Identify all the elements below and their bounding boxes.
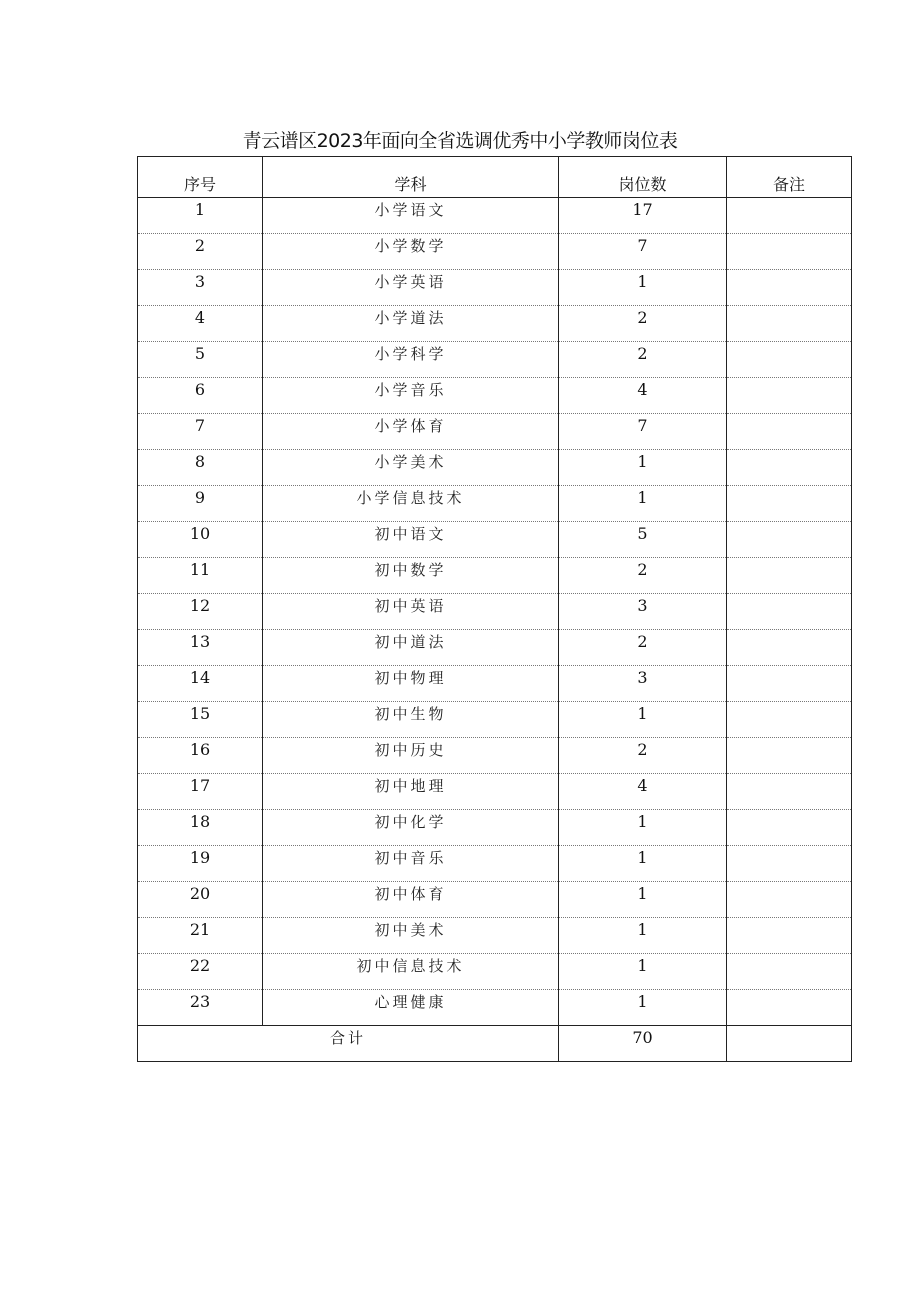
post-count-cell: 1 xyxy=(559,882,727,918)
page-title: 青云谱区2023年面向全省选调优秀中小学教师岗位表 xyxy=(242,130,678,152)
post-count-cell: 1 xyxy=(559,450,727,486)
post-count-cell: 1 xyxy=(559,270,727,306)
serial-cell: 2 xyxy=(138,234,263,270)
table-row xyxy=(138,738,852,774)
serial-cell: 22 xyxy=(138,954,263,990)
table-row xyxy=(138,378,852,414)
total-count: 70 xyxy=(559,1026,727,1062)
serial-cell: 1 xyxy=(138,198,263,234)
remarks-cell xyxy=(727,342,852,378)
table-body xyxy=(138,198,852,1062)
post-count-cell: 1 xyxy=(559,702,727,738)
total-row xyxy=(138,1026,852,1062)
post-count-cell: 4 xyxy=(559,378,727,414)
subject-cell: 初中英语 xyxy=(263,594,559,630)
table-row xyxy=(138,234,852,270)
total-note xyxy=(727,1026,852,1062)
subject-cell: 初中信息技术 xyxy=(263,954,559,990)
subject-cell: 小学道法 xyxy=(263,306,559,342)
post-count-cell: 1 xyxy=(559,954,727,990)
subject-cell: 小学信息技术 xyxy=(263,486,559,522)
table-row xyxy=(138,774,852,810)
subject-cell: 小学英语 xyxy=(263,270,559,306)
table-row xyxy=(138,846,852,882)
subject-cell: 小学科学 xyxy=(263,342,559,378)
serial-cell: 17 xyxy=(138,774,263,810)
table-row xyxy=(138,486,852,522)
subject-cell: 初中音乐 xyxy=(263,846,559,882)
serial-cell: 6 xyxy=(138,378,263,414)
table-row xyxy=(138,702,852,738)
remarks-cell xyxy=(727,810,852,846)
table-row xyxy=(138,882,852,918)
serial-cell: 3 xyxy=(138,270,263,306)
table-row xyxy=(138,630,852,666)
remarks-cell xyxy=(727,738,852,774)
serial-cell: 16 xyxy=(138,738,263,774)
serial-cell: 14 xyxy=(138,666,263,702)
subject-cell: 初中数学 xyxy=(263,558,559,594)
post-count-cell: 2 xyxy=(559,306,727,342)
post-count-cell: 2 xyxy=(559,738,727,774)
table-row xyxy=(138,954,852,990)
serial-cell: 10 xyxy=(138,522,263,558)
remarks-cell xyxy=(727,198,852,234)
serial-cell: 13 xyxy=(138,630,263,666)
remarks-cell xyxy=(727,306,852,342)
table-row xyxy=(138,990,852,1026)
subject-cell: 小学数学 xyxy=(263,234,559,270)
subject-cell: 初中化学 xyxy=(263,810,559,846)
post-count-cell: 7 xyxy=(559,234,727,270)
serial-cell: 23 xyxy=(138,990,263,1026)
subject-cell: 初中语文 xyxy=(263,522,559,558)
post-count-cell: 2 xyxy=(559,558,727,594)
table-row xyxy=(138,522,852,558)
post-count-cell: 2 xyxy=(559,630,727,666)
post-table xyxy=(137,156,852,1062)
header-serial: 序号 xyxy=(138,157,263,198)
subject-cell: 心理健康 xyxy=(263,990,559,1026)
table-row xyxy=(138,810,852,846)
remarks-cell xyxy=(727,450,852,486)
serial-cell: 9 xyxy=(138,486,263,522)
remarks-cell xyxy=(727,594,852,630)
subject-cell: 初中体育 xyxy=(263,882,559,918)
table-row xyxy=(138,666,852,702)
table-header-row xyxy=(138,157,852,198)
post-count-cell: 4 xyxy=(559,774,727,810)
subject-cell: 小学美术 xyxy=(263,450,559,486)
remarks-cell xyxy=(727,522,852,558)
remarks-cell xyxy=(727,270,852,306)
post-count-cell: 3 xyxy=(559,666,727,702)
post-count-cell: 1 xyxy=(559,810,727,846)
remarks-cell xyxy=(727,378,852,414)
remarks-cell xyxy=(727,414,852,450)
table-row xyxy=(138,270,852,306)
serial-cell: 8 xyxy=(138,450,263,486)
serial-cell: 5 xyxy=(138,342,263,378)
header-remarks: 备注 xyxy=(727,157,852,198)
subject-cell: 小学体育 xyxy=(263,414,559,450)
serial-cell: 11 xyxy=(138,558,263,594)
subject-cell: 初中历史 xyxy=(263,738,559,774)
subject-cell: 小学语文 xyxy=(263,198,559,234)
table-row xyxy=(138,306,852,342)
remarks-cell xyxy=(727,990,852,1026)
remarks-cell xyxy=(727,774,852,810)
serial-cell: 21 xyxy=(138,918,263,954)
post-count-cell: 17 xyxy=(559,198,727,234)
serial-cell: 4 xyxy=(138,306,263,342)
table-row xyxy=(138,342,852,378)
post-count-cell: 1 xyxy=(559,486,727,522)
remarks-cell xyxy=(727,630,852,666)
post-count-cell: 1 xyxy=(559,918,727,954)
subject-cell: 初中生物 xyxy=(263,702,559,738)
serial-cell: 19 xyxy=(138,846,263,882)
serial-cell: 15 xyxy=(138,702,263,738)
remarks-cell xyxy=(727,558,852,594)
table-row xyxy=(138,450,852,486)
subject-cell: 初中物理 xyxy=(263,666,559,702)
remarks-cell xyxy=(727,486,852,522)
post-count-cell: 5 xyxy=(559,522,727,558)
remarks-cell xyxy=(727,882,852,918)
header-post-count: 岗位数 xyxy=(559,157,727,198)
subject-cell: 小学音乐 xyxy=(263,378,559,414)
serial-cell: 20 xyxy=(138,882,263,918)
post-count-cell: 2 xyxy=(559,342,727,378)
serial-cell: 18 xyxy=(138,810,263,846)
remarks-cell xyxy=(727,918,852,954)
table-row xyxy=(138,594,852,630)
table-row xyxy=(138,414,852,450)
remarks-cell xyxy=(727,702,852,738)
post-count-cell: 7 xyxy=(559,414,727,450)
subject-cell: 初中地理 xyxy=(263,774,559,810)
subject-cell: 初中美术 xyxy=(263,918,559,954)
table-row xyxy=(138,918,852,954)
remarks-cell xyxy=(727,846,852,882)
table-row xyxy=(138,198,852,234)
serial-cell: 12 xyxy=(138,594,263,630)
post-count-cell: 1 xyxy=(559,846,727,882)
post-count-cell: 1 xyxy=(559,990,727,1026)
serial-cell: 7 xyxy=(138,414,263,450)
post-count-cell: 3 xyxy=(559,594,727,630)
total-label: 合计 xyxy=(138,1026,559,1062)
header-subject: 学科 xyxy=(263,157,559,198)
remarks-cell xyxy=(727,954,852,990)
subject-cell: 初中道法 xyxy=(263,630,559,666)
remarks-cell xyxy=(727,234,852,270)
remarks-cell xyxy=(727,666,852,702)
table-row xyxy=(138,558,852,594)
